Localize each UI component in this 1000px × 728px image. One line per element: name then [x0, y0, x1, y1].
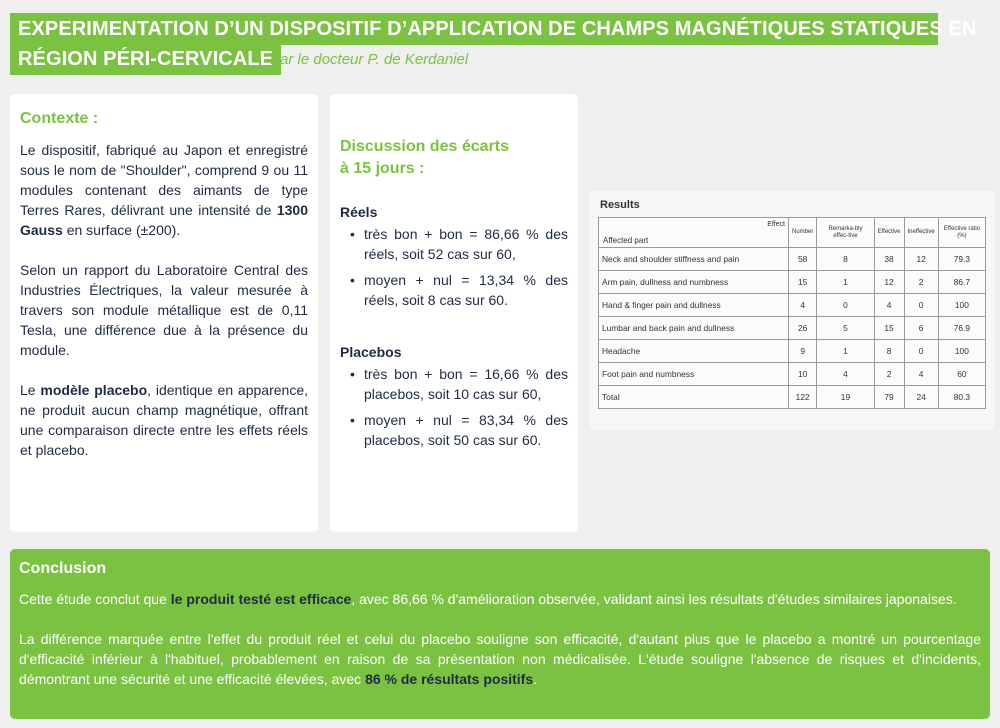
- row-label: Hand & finger pain and dullness: [599, 294, 789, 317]
- table-cell: 6: [904, 317, 938, 340]
- table-row: [599, 294, 986, 317]
- author-byline: Par le docteur P. de Kerdaniel: [270, 51, 469, 68]
- table-cell: 122: [789, 386, 817, 409]
- conclusion-p1-text-b: , avec 86,66 % d'amélioration observée, validant ainsi les résultats d'études similaires japonaises.: [351, 591, 957, 607]
- table-row: [599, 340, 986, 363]
- table-cell: 12: [874, 271, 904, 294]
- context-p3-text-a: Le: [20, 382, 41, 398]
- table-cell: 79: [874, 386, 904, 409]
- table-cell: 80.3: [938, 386, 985, 409]
- table-cell: 4: [817, 363, 874, 386]
- conclusion-paragraph-1: [19, 589, 981, 609]
- table-cell: 9: [789, 340, 817, 363]
- column-header: Ineffective: [904, 218, 938, 248]
- context-paragraph-2: Selon un rapport du Laboratoire Central des Industries Électriques, la valeur mesurée à travers son module métallique est de 0,11 Tesla, une différence due à la présence du module.: [20, 262, 308, 358]
- list-item: • très bon + bon = 16,66 % des placebos, soit 10 cas sur 60,: [348, 364, 568, 404]
- table-cell: 1: [817, 340, 874, 363]
- row-label: Foot pain and numbness: [599, 363, 789, 386]
- results-title: Results: [600, 199, 640, 211]
- table-row: [599, 248, 986, 271]
- header-affected-part: Affected part: [603, 236, 649, 245]
- table-cell: 4: [874, 294, 904, 317]
- table-cell: 10: [789, 363, 817, 386]
- table-header-corner: [599, 218, 789, 248]
- conclusion-p1-text-a: Cette étude conclut que: [19, 591, 171, 607]
- conclusion-panel: [10, 549, 990, 719]
- context-p3-text-b: , identique en apparence, ne produit aucun champ magnétique, offrant une comparaison directe entre les effets réels et placebo.: [20, 382, 308, 458]
- conclusion-p2-text-b: .: [533, 671, 538, 687]
- table-cell: 60: [938, 363, 985, 386]
- table-cell: 100: [938, 340, 985, 363]
- placebos-list: [348, 364, 568, 450]
- table-cell: 15: [789, 271, 817, 294]
- conclusion-p1-bold: le produit testé est efficace: [170, 591, 352, 607]
- table-cell: 58: [789, 248, 817, 271]
- row-label: Arm pain, dullness and numbness: [599, 271, 789, 294]
- context-p1-bold: 1300 Gauss: [20, 202, 308, 238]
- column-header: Remarka-bly effec-tive: [817, 218, 874, 248]
- table-cell: 4: [904, 363, 938, 386]
- table-cell: 8: [874, 340, 904, 363]
- table-cell: 100: [938, 294, 985, 317]
- table-row-total: [599, 386, 986, 409]
- table-cell: 0: [904, 294, 938, 317]
- table-cell: 8: [817, 248, 874, 271]
- list-item: • moyen + nul = 13,34 % des réels, soit 8 cas sur 60.: [348, 270, 568, 310]
- conclusion-paragraph-2: [19, 629, 981, 689]
- table-cell: 2: [904, 271, 938, 294]
- context-heading: Contexte :: [20, 110, 99, 127]
- row-label: Headache: [599, 340, 789, 363]
- list-item: • très bon + bon = 86,66 % des réels, soit 52 cas sur 60,: [348, 224, 568, 264]
- table-cell: 0: [817, 294, 874, 317]
- page-title-line-2: RÉGION PÉRI-CERVICALE: [10, 43, 281, 75]
- conclusion-p2-text-a: La différence marquée entre l'effet du produit réel et celui du placebo souligne son efficacité, d'autant plus que le placebo a montré un pourcentage d'efficacité inférieur à l'habituel, probablement en raison de sa présentation non médicalisée. L'étude souligne l'absence de risques et d'incidents, démontrant une sécurité et une efficacité élevées, avec: [19, 631, 981, 687]
- list-item: • moyen + nul = 83,34 % des placebos, soit 50 cas sur 60.: [348, 410, 568, 450]
- context-p1-text-a: Le dispositif, fabriqué au Japon et enregistré sous le nom de "Shoulder", comprend 9 ou 11 modules contenant des aimants de type Terres Rares, délivrant une intensité de: [20, 142, 308, 218]
- context-card: [10, 94, 318, 532]
- table-cell: 5: [817, 317, 874, 340]
- table-cell: 0: [904, 340, 938, 363]
- table-cell: 76.9: [938, 317, 985, 340]
- row-label: Neck and shoulder stiffness and pain: [599, 248, 789, 271]
- table-cell: 15: [874, 317, 904, 340]
- discussion-heading: Discussion des écarts à 15 jours :: [340, 138, 509, 177]
- table-cell: 79.3: [938, 248, 985, 271]
- table-cell: 19: [817, 386, 874, 409]
- title-block: [10, 13, 977, 75]
- table-row: [599, 317, 986, 340]
- table-row: [599, 271, 986, 294]
- table-cell: 1: [817, 271, 874, 294]
- reels-heading: Réels: [340, 204, 378, 220]
- table-cell: 38: [874, 248, 904, 271]
- results-table: [598, 217, 986, 409]
- table-cell: 4: [789, 294, 817, 317]
- header-effect: Effect: [767, 221, 785, 228]
- context-paragraph-3: [20, 380, 308, 460]
- row-label: Lumbar and back pain and dullness: [599, 317, 789, 340]
- column-header: Effective ratio (%): [938, 218, 985, 248]
- conclusion-heading: Conclusion: [19, 560, 107, 577]
- table-cell: 26: [789, 317, 817, 340]
- table-cell: 24: [904, 386, 938, 409]
- table-row: [599, 363, 986, 386]
- results-table-image: [590, 191, 994, 430]
- context-paragraph-1: [20, 140, 308, 240]
- discussion-card: [330, 94, 578, 532]
- column-header: Number: [789, 218, 817, 248]
- page-title-line-1: EXPERIMENTATION D’UN DISPOSITIF D’APPLICATION DE CHAMPS MAGNÉTIQUES STATIQUES EN: [10, 13, 938, 45]
- row-label: Total: [599, 386, 789, 409]
- table-header-row: [599, 218, 986, 248]
- reels-list: [348, 224, 568, 310]
- context-p1-text-b: en surface (±200).: [62, 222, 181, 238]
- table-cell: 12: [904, 248, 938, 271]
- table-cell: 86.7: [938, 271, 985, 294]
- conclusion-p2-bold: 86 % de résultats positifs: [365, 671, 534, 687]
- table-cell: 2: [874, 363, 904, 386]
- column-header: Effective: [874, 218, 904, 248]
- placebos-heading: Placebos: [340, 344, 402, 360]
- context-p3-bold: modèle placebo: [40, 382, 148, 398]
